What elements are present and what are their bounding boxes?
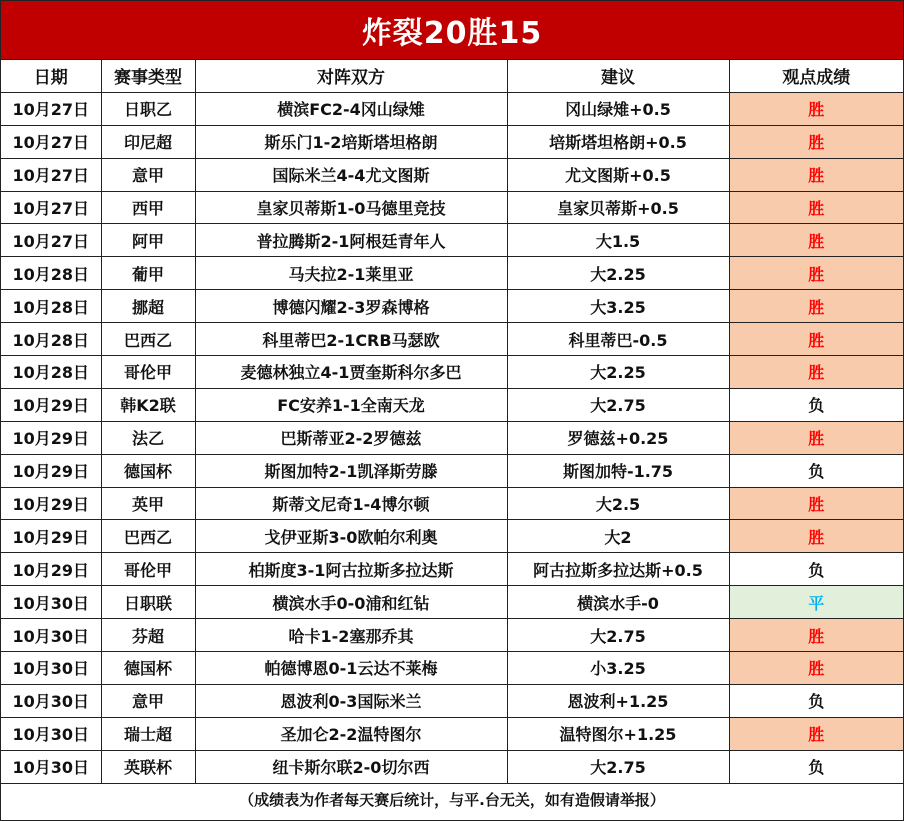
cell-date: 10月29日 bbox=[1, 421, 101, 454]
cell-result: 胜 bbox=[729, 421, 903, 454]
cell-match: 纽卡斯尔联2-0切尔西 bbox=[195, 750, 507, 783]
cell-suggest: 大1.5 bbox=[507, 224, 729, 257]
table-row bbox=[1, 717, 903, 750]
header-match: 对阵双方 bbox=[195, 60, 507, 92]
cell-suggest: 皇家贝蒂斯+0.5 bbox=[507, 191, 729, 224]
cell-match: 戈伊亚斯3-0欧帕尔利奥 bbox=[195, 520, 507, 553]
cell-type: 意甲 bbox=[101, 158, 195, 191]
cell-result: 胜 bbox=[729, 92, 903, 125]
cell-result: 负 bbox=[729, 454, 903, 487]
cell-type: 德国杯 bbox=[101, 454, 195, 487]
cell-match: 恩波利0-3国际米兰 bbox=[195, 684, 507, 717]
cell-date: 10月27日 bbox=[1, 92, 101, 125]
cell-suggest: 斯图加特-1.75 bbox=[507, 454, 729, 487]
cell-date: 10月30日 bbox=[1, 750, 101, 783]
cell-match: 科里蒂巴2-1CRB马瑟欧 bbox=[195, 323, 507, 356]
table-row bbox=[1, 750, 903, 783]
cell-date: 10月27日 bbox=[1, 158, 101, 191]
cell-match: 横滨FC2-4冈山绿雉 bbox=[195, 92, 507, 125]
cell-result: 胜 bbox=[729, 191, 903, 224]
cell-date: 10月30日 bbox=[1, 652, 101, 685]
cell-suggest: 温特图尔+1.25 bbox=[507, 717, 729, 750]
cell-date: 10月28日 bbox=[1, 257, 101, 290]
cell-type: 意甲 bbox=[101, 684, 195, 717]
cell-suggest: 冈山绿雉+0.5 bbox=[507, 92, 729, 125]
cell-match: 皇家贝蒂斯1-0马德里竞技 bbox=[195, 191, 507, 224]
table-row bbox=[1, 224, 903, 257]
cell-suggest: 大2.75 bbox=[507, 750, 729, 783]
cell-date: 10月27日 bbox=[1, 191, 101, 224]
table-row bbox=[1, 487, 903, 520]
cell-match: 斯乐门1-2培斯塔坦格朗 bbox=[195, 125, 507, 158]
cell-type: 巴西乙 bbox=[101, 520, 195, 553]
header-type: 赛事类型 bbox=[101, 60, 195, 92]
table-row bbox=[1, 619, 903, 652]
table-row bbox=[1, 520, 903, 553]
table-row bbox=[1, 92, 903, 125]
footer-note: （成绩表为作者每天赛后统计，与平.台无关，如有造假请举报） bbox=[239, 791, 665, 810]
cell-date: 10月29日 bbox=[1, 520, 101, 553]
cell-match: 博德闪耀2-3罗森博格 bbox=[195, 290, 507, 323]
results-table bbox=[1, 60, 903, 784]
cell-suggest: 大2.25 bbox=[507, 257, 729, 290]
cell-type: 葡甲 bbox=[101, 257, 195, 290]
cell-suggest: 罗德兹+0.25 bbox=[507, 421, 729, 454]
cell-result: 胜 bbox=[729, 487, 903, 520]
cell-result: 负 bbox=[729, 388, 903, 421]
cell-type: 哥伦甲 bbox=[101, 553, 195, 586]
cell-suggest: 大2.5 bbox=[507, 487, 729, 520]
cell-result: 胜 bbox=[729, 520, 903, 553]
cell-type: 德国杯 bbox=[101, 652, 195, 685]
table-row bbox=[1, 586, 903, 619]
cell-date: 10月29日 bbox=[1, 388, 101, 421]
cell-date: 10月28日 bbox=[1, 290, 101, 323]
cell-result: 胜 bbox=[729, 290, 903, 323]
cell-match: 帕德博恩0-1云达不莱梅 bbox=[195, 652, 507, 685]
table-body bbox=[1, 92, 903, 783]
cell-date: 10月30日 bbox=[1, 619, 101, 652]
cell-type: 芬超 bbox=[101, 619, 195, 652]
header-result: 观点成绩 bbox=[729, 60, 903, 92]
cell-type: 法乙 bbox=[101, 421, 195, 454]
cell-type: 巴西乙 bbox=[101, 323, 195, 356]
cell-result: 胜 bbox=[729, 619, 903, 652]
cell-match: 横滨水手0-0浦和红钻 bbox=[195, 586, 507, 619]
cell-result: 胜 bbox=[729, 652, 903, 685]
cell-suggest: 大2.75 bbox=[507, 388, 729, 421]
table-row bbox=[1, 388, 903, 421]
cell-type: 阿甲 bbox=[101, 224, 195, 257]
cell-match: 斯蒂文尼奇1-4博尔顿 bbox=[195, 487, 507, 520]
cell-suggest: 横滨水手-0 bbox=[507, 586, 729, 619]
cell-type: 日职联 bbox=[101, 586, 195, 619]
cell-type: 印尼超 bbox=[101, 125, 195, 158]
cell-suggest: 大2.75 bbox=[507, 619, 729, 652]
cell-result: 胜 bbox=[729, 224, 903, 257]
table-row bbox=[1, 191, 903, 224]
table-row bbox=[1, 257, 903, 290]
table-row bbox=[1, 290, 903, 323]
cell-result: 负 bbox=[729, 553, 903, 586]
cell-type: 英联杯 bbox=[101, 750, 195, 783]
cell-match: 普拉腾斯2-1阿根廷青年人 bbox=[195, 224, 507, 257]
header-date: 日期 bbox=[1, 60, 101, 92]
table-row bbox=[1, 356, 903, 389]
cell-match: 斯图加特2-1凯泽斯劳滕 bbox=[195, 454, 507, 487]
table-row bbox=[1, 652, 903, 685]
cell-match: FC安养1-1全南天龙 bbox=[195, 388, 507, 421]
cell-match: 巴斯蒂亚2-2罗德兹 bbox=[195, 421, 507, 454]
cell-suggest: 大2.25 bbox=[507, 356, 729, 389]
cell-suggest: 科里蒂巴-0.5 bbox=[507, 323, 729, 356]
header-suggest: 建议 bbox=[507, 60, 729, 92]
cell-date: 10月30日 bbox=[1, 684, 101, 717]
cell-result: 平 bbox=[729, 586, 903, 619]
cell-date: 10月29日 bbox=[1, 553, 101, 586]
cell-suggest: 阿古拉斯多拉达斯+0.5 bbox=[507, 553, 729, 586]
cell-result: 胜 bbox=[729, 323, 903, 356]
cell-type: 西甲 bbox=[101, 191, 195, 224]
cell-suggest: 大3.25 bbox=[507, 290, 729, 323]
cell-date: 10月27日 bbox=[1, 224, 101, 257]
cell-date: 10月29日 bbox=[1, 454, 101, 487]
page-title: 炸裂20胜15 bbox=[1, 1, 903, 60]
cell-date: 10月30日 bbox=[1, 586, 101, 619]
table-row bbox=[1, 684, 903, 717]
table-row bbox=[1, 158, 903, 191]
cell-result: 胜 bbox=[729, 717, 903, 750]
cell-result: 胜 bbox=[729, 158, 903, 191]
table-row bbox=[1, 125, 903, 158]
cell-result: 胜 bbox=[729, 257, 903, 290]
cell-match: 国际米兰4-4尤文图斯 bbox=[195, 158, 507, 191]
cell-type: 英甲 bbox=[101, 487, 195, 520]
cell-date: 10月29日 bbox=[1, 487, 101, 520]
table-row bbox=[1, 323, 903, 356]
cell-match: 圣加仑2-2温特图尔 bbox=[195, 717, 507, 750]
cell-suggest: 培斯塔坦格朗+0.5 bbox=[507, 125, 729, 158]
cell-date: 10月28日 bbox=[1, 356, 101, 389]
cell-match: 哈卡1-2塞那乔其 bbox=[195, 619, 507, 652]
cell-match: 柏斯度3-1阿古拉斯多拉达斯 bbox=[195, 553, 507, 586]
cell-suggest: 小3.25 bbox=[507, 652, 729, 685]
table-row bbox=[1, 454, 903, 487]
table-row bbox=[1, 553, 903, 586]
cell-result: 负 bbox=[729, 684, 903, 717]
cell-suggest: 恩波利+1.25 bbox=[507, 684, 729, 717]
cell-date: 10月30日 bbox=[1, 717, 101, 750]
cell-date: 10月27日 bbox=[1, 125, 101, 158]
cell-type: 日职乙 bbox=[101, 92, 195, 125]
cell-result: 胜 bbox=[729, 125, 903, 158]
cell-result: 胜 bbox=[729, 356, 903, 389]
cell-match: 麦德林独立4-1贾奎斯科尔多巴 bbox=[195, 356, 507, 389]
cell-type: 哥伦甲 bbox=[101, 356, 195, 389]
cell-type: 韩K2联 bbox=[101, 388, 195, 421]
cell-suggest: 尤文图斯+0.5 bbox=[507, 158, 729, 191]
cell-type: 挪超 bbox=[101, 290, 195, 323]
cell-result: 负 bbox=[729, 750, 903, 783]
cell-type: 瑞士超 bbox=[101, 717, 195, 750]
cell-match: 马夫拉2-1莱里亚 bbox=[195, 257, 507, 290]
table-header-row bbox=[1, 60, 903, 92]
cell-suggest: 大2 bbox=[507, 520, 729, 553]
table-row bbox=[1, 421, 903, 454]
cell-date: 10月28日 bbox=[1, 323, 101, 356]
